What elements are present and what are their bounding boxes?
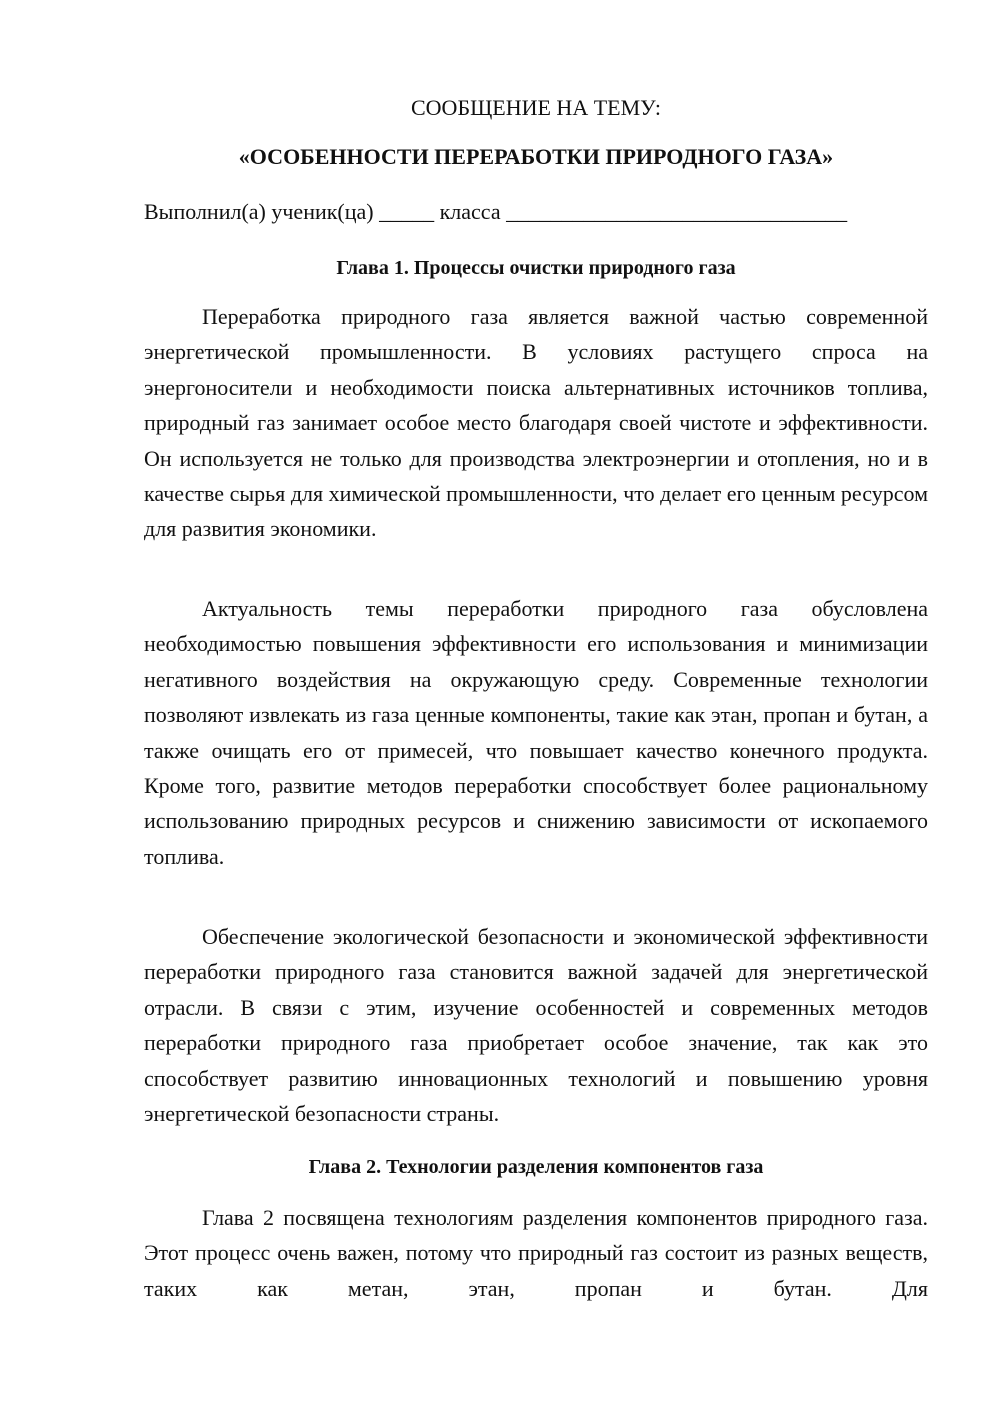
chapter-1-paragraph-3: Обеспечение экологической безопасности и экономической эффективности переработки природного газа становится важной задачей для энергетической отрасли. В связи с этим, изучение особенностей и современных методов переработки природного газа приобретает особое значение, так как это способствует развитию инновационных технологий и повышению уровня энергетической безопасности страны. (144, 924, 928, 1127)
chapter-1-paragraph-2: Актуальность темы переработки природного газа обусловлена необходимостью повышения эффективности его использования и минимизации негативного воздействия на окружающую среду. Современные технологии позволяют извлекать из газа ценные компоненты, такие как этан, пропан и бутан, а также очищать его от примесей, что повышает качество конечного продукта. Кроме того, развитие методов переработки способствует более рациональному использованию природных ресурсов и снижению зависимости от ископаемого топлива. (144, 596, 928, 869)
document-title-line-1: СООБЩЕНИЕ НА ТЕМУ: (411, 95, 661, 120)
chapter-1-heading: Глава 1. Процессы очистки природного газа (336, 257, 736, 279)
document-title-line-2: «ОСОБЕННОСТИ ПЕРЕРАБОТКИ ПРИРОДНОГО ГАЗА» (238, 144, 834, 169)
chapter-2-heading: Глава 2. Технологии разделения компонентов газа (308, 1156, 764, 1178)
author-line: Выполнил(а) ученик(ца) _____ класса _______________________________ (144, 199, 848, 224)
chapter-1-paragraph-1: Переработка природного газа является важной частью современной энергетической промышленности. В условиях растущего спроса на энергоносители и необходимости поиска альтернативных источников топлива, природный газ занимает особое место благодаря своей чистоте и эффективности. Он используется не только для производства электроэнергии и отопления, но и в качестве сырья для химической промышленности, что делает его ценным ресурсом для развития экономики. (144, 304, 928, 542)
chapter-2-paragraph-1: Глава 2 посвящена технологиям разделения компонентов природного газа. Этот процесс очень важен, потому что природный газ состоит из разных веществ, таких как метан, этан, пропан и бутан. Для (144, 1205, 928, 1301)
